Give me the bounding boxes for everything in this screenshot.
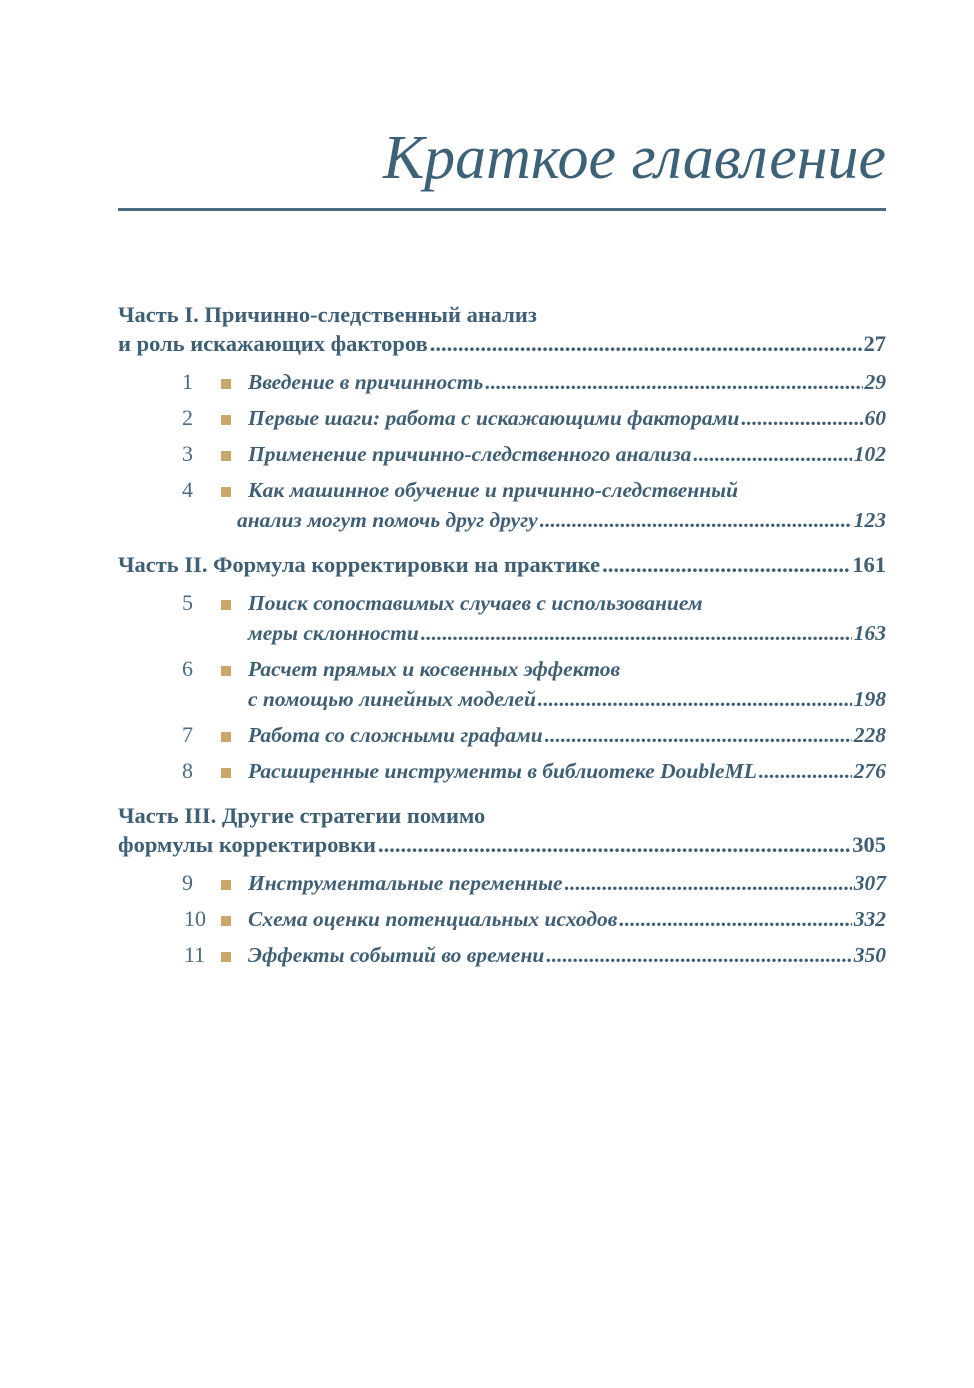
toc-chapter-entry[interactable] <box>118 403 886 433</box>
chapter-title-text: Схема оценки потенциальных исходов <box>248 907 618 931</box>
page-number: 161 <box>852 552 886 577</box>
chapter-title-line <box>118 588 886 618</box>
spacer <box>118 579 886 588</box>
chapter-title-text: с помощью линейных моделей <box>248 687 536 711</box>
page-number: 123 <box>853 508 886 532</box>
square-bullet-icon <box>221 952 231 962</box>
part-title-line <box>118 300 886 329</box>
toc-chapter-entry[interactable] <box>118 720 886 750</box>
toc-part-entry[interactable] <box>118 300 886 358</box>
chapter-title-line <box>118 475 886 505</box>
spacer <box>118 976 886 985</box>
spacer <box>118 358 886 367</box>
chapter-title-text: Расчет прямых и косвенных эффектов <box>248 657 621 681</box>
leader-dots <box>546 940 851 970</box>
page-number: 163 <box>853 621 886 645</box>
toc-chapter-entry[interactable] <box>118 940 886 970</box>
part-title-text: Часть I. Причинно-следственный анализ <box>118 302 537 327</box>
chapter-number: 4 <box>182 477 193 502</box>
chapter-title-text: Первые шаги: работа с искажающими факторами <box>248 406 740 430</box>
chapter-number: 6 <box>182 656 193 681</box>
chapter-title-line <box>118 654 886 684</box>
chapter-number: 10 <box>184 906 206 931</box>
page-number: 332 <box>853 907 886 931</box>
square-bullet-icon <box>221 415 231 425</box>
chapter-title-line <box>118 439 886 469</box>
page-number: 350 <box>853 943 886 967</box>
page-number: 307 <box>853 871 886 895</box>
leader-dots <box>565 868 852 898</box>
part-title-text: Часть II. Формула корректировки на практике <box>118 552 601 577</box>
toc-chapter-entry[interactable] <box>118 756 886 786</box>
chapter-number: 3 <box>182 441 193 466</box>
chapter-title-line <box>118 367 886 397</box>
leader-dots <box>759 756 852 786</box>
chapter-title-line <box>118 505 886 535</box>
toc-part-entry[interactable] <box>118 801 886 859</box>
chapter-title-text: Применение причинно-следственного анализа <box>248 442 692 466</box>
chapter-title-text: Введение в причинность <box>248 370 484 394</box>
part-title-text: формулы корректировки <box>118 832 377 857</box>
chapter-title-line <box>118 904 886 934</box>
chapter-title-text: анализ могут помочь друг другу <box>237 508 538 532</box>
part-title-text: Часть III. Другие стратегии помимо <box>118 803 486 828</box>
page-number: 60 <box>864 406 886 430</box>
leader-dots <box>378 830 850 859</box>
chapter-title-line <box>118 618 886 648</box>
square-bullet-icon <box>221 880 231 890</box>
chapter-title-line <box>118 940 886 970</box>
toc-part-entry[interactable] <box>118 550 886 579</box>
square-bullet-icon <box>221 916 231 926</box>
toc-chapter-entry[interactable] <box>118 868 886 898</box>
chapter-title-line <box>118 684 886 714</box>
square-bullet-icon <box>221 666 231 676</box>
leader-dots <box>619 904 851 934</box>
page-number: 198 <box>853 687 886 711</box>
chapter-title-text: меры склонности <box>248 621 419 645</box>
toc-chapter-entry[interactable] <box>118 654 886 714</box>
leader-dots <box>741 403 862 433</box>
square-bullet-icon <box>221 732 231 742</box>
toc-chapter-entry[interactable] <box>118 367 886 397</box>
spacer <box>118 859 886 868</box>
leader-dots <box>540 505 852 535</box>
toc-chapter-entry[interactable] <box>118 588 886 648</box>
part-title-line <box>118 801 886 830</box>
square-bullet-icon <box>221 379 231 389</box>
chapter-title-line <box>118 868 886 898</box>
spacer <box>118 792 886 801</box>
page-title: Краткое главление <box>382 124 886 192</box>
chapter-title-line <box>118 403 886 433</box>
page-number: 305 <box>852 832 886 857</box>
part-title-line <box>118 329 886 358</box>
chapter-title-text: Поиск сопоставимых случаев с использованием <box>248 591 703 615</box>
page-number: 29 <box>864 370 886 394</box>
part-title-line <box>118 550 886 579</box>
leader-dots <box>693 439 851 469</box>
chapter-number: 1 <box>182 369 193 394</box>
part-title-text: и роль искажающих факторов <box>118 331 428 356</box>
page-number: 102 <box>853 442 886 466</box>
chapter-title-text: Как машинное обучение и причинно-следственный <box>248 478 739 502</box>
leader-dots <box>421 618 852 648</box>
spacer <box>118 541 886 550</box>
square-bullet-icon <box>221 600 231 610</box>
title-rule <box>118 208 886 211</box>
chapter-number: 7 <box>182 722 193 747</box>
table-of-contents <box>118 300 886 985</box>
chapter-title-text: Инструментальные переменные <box>248 871 563 895</box>
page-number: 276 <box>853 759 886 783</box>
chapter-title-text: Работа со сложными графами <box>248 723 543 747</box>
square-bullet-icon <box>221 451 231 461</box>
chapter-number: 2 <box>182 405 193 430</box>
leader-dots <box>430 329 862 358</box>
chapter-number: 5 <box>182 590 193 615</box>
toc-chapter-entry[interactable] <box>118 904 886 934</box>
square-bullet-icon <box>221 487 231 497</box>
page-number: 228 <box>853 723 886 747</box>
chapter-number: 11 <box>184 942 206 967</box>
leader-dots <box>538 684 852 714</box>
leader-dots <box>485 367 862 397</box>
leader-dots <box>602 550 850 579</box>
chapter-title-text: Эффекты событий во времени <box>248 943 545 967</box>
chapter-number: 9 <box>182 870 193 895</box>
toc-chapter-entry[interactable] <box>118 439 886 469</box>
chapter-title-line <box>118 720 886 750</box>
page-number: 27 <box>863 331 886 356</box>
square-bullet-icon <box>221 768 231 778</box>
chapter-number: 8 <box>182 758 193 783</box>
part-title-line <box>118 830 886 859</box>
chapter-title-text: Расширенные инструменты в библиотеке DoubleML <box>248 759 757 783</box>
chapter-title-line <box>118 756 886 786</box>
leader-dots <box>545 720 852 750</box>
toc-chapter-entry[interactable] <box>118 475 886 535</box>
